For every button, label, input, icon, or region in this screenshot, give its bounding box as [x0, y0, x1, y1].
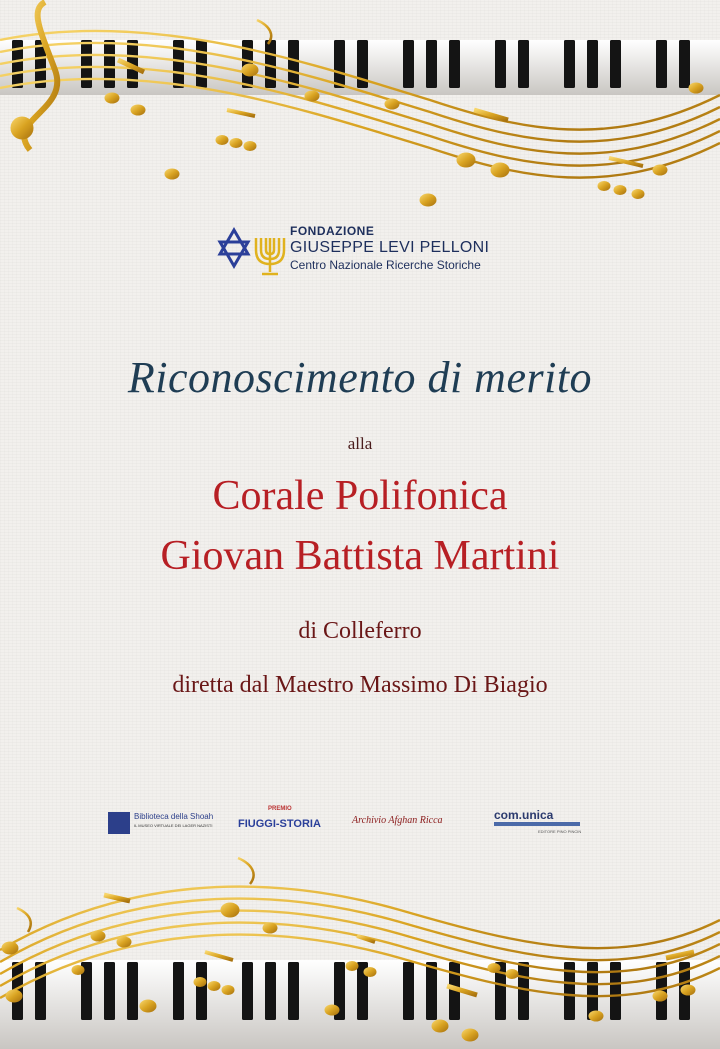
piano-black-key	[656, 40, 667, 88]
piano-black-key	[403, 40, 414, 88]
sponsor-premio-label: PREMIO	[268, 806, 292, 812]
piano-black-key	[679, 40, 690, 88]
recipient-name-line2: Giovan Battista Martini	[160, 533, 560, 579]
certificate-title: Riconoscimento di merito	[127, 353, 593, 402]
piano-black-key	[518, 962, 529, 1020]
sponsor-comunica-sub: EDITORE PINO PINCIN	[538, 829, 582, 834]
star-menorah-icon	[212, 224, 290, 284]
piano-black-key	[173, 962, 184, 1020]
foundation-name	[290, 224, 489, 272]
piano-black-key	[426, 962, 437, 1020]
sponsor-comunica	[494, 802, 586, 842]
piano-black-key	[127, 962, 138, 1020]
piano-black-key	[104, 40, 115, 88]
sponsor-biblioteca-name: Biblioteca della Shoah	[134, 812, 214, 821]
piano-black-key	[449, 40, 460, 88]
sponsor-comunica-name: com.unica	[494, 808, 554, 822]
recipient-place: di Colleferro	[298, 618, 422, 644]
piano-black-key	[564, 40, 575, 88]
piano-black-key	[403, 962, 414, 1020]
piano-black-key	[426, 40, 437, 88]
foundation-logo	[210, 222, 510, 286]
sponsor-archivio-name: Archivio Afghan Ricca	[352, 815, 443, 826]
foundation-line3: Centro Nazionale Ricerche Storiche	[290, 258, 481, 272]
piano-black-key	[610, 40, 621, 88]
piano-black-key	[81, 40, 92, 88]
piano-black-key	[35, 962, 46, 1020]
piano-music-decoration-bottom	[0, 840, 720, 1049]
menorah-icon	[108, 812, 130, 834]
piano-black-key	[104, 962, 115, 1020]
piano-black-key	[265, 962, 276, 1020]
piano-black-key	[495, 40, 506, 88]
recipient-name-line1: Corale Polifonica	[212, 473, 508, 519]
piano-music-decoration-top	[0, 0, 720, 220]
piano-black-key	[518, 40, 529, 88]
piano-black-key	[587, 40, 598, 88]
dedication-preposition: alla	[347, 434, 373, 453]
sponsor-comunica-bar	[494, 822, 580, 826]
piano-black-key	[334, 40, 345, 88]
piano-black-key	[242, 962, 253, 1020]
sponsor-fiuggi-name: FIUGGI-STORIA	[238, 818, 321, 830]
foundation-line1: FONDAZIONE	[290, 224, 375, 238]
piano-black-key	[288, 962, 299, 1020]
piano-black-key	[288, 40, 299, 88]
sponsor-biblioteca-sub: IL MUSEO VIRTUALE DEI LAGER NAZISTI	[134, 823, 213, 828]
sponsor-archivio	[352, 802, 472, 842]
recipient-director: diretta dal Maestro Massimo Di Biagio	[172, 672, 548, 698]
foundation-line2: GIUSEPPE LEVI PELLONI	[290, 239, 490, 256]
sponsor-logos	[100, 802, 620, 842]
sponsor-premio-fiuggi-storia	[238, 802, 334, 842]
sponsor-biblioteca-shoah	[108, 802, 218, 842]
